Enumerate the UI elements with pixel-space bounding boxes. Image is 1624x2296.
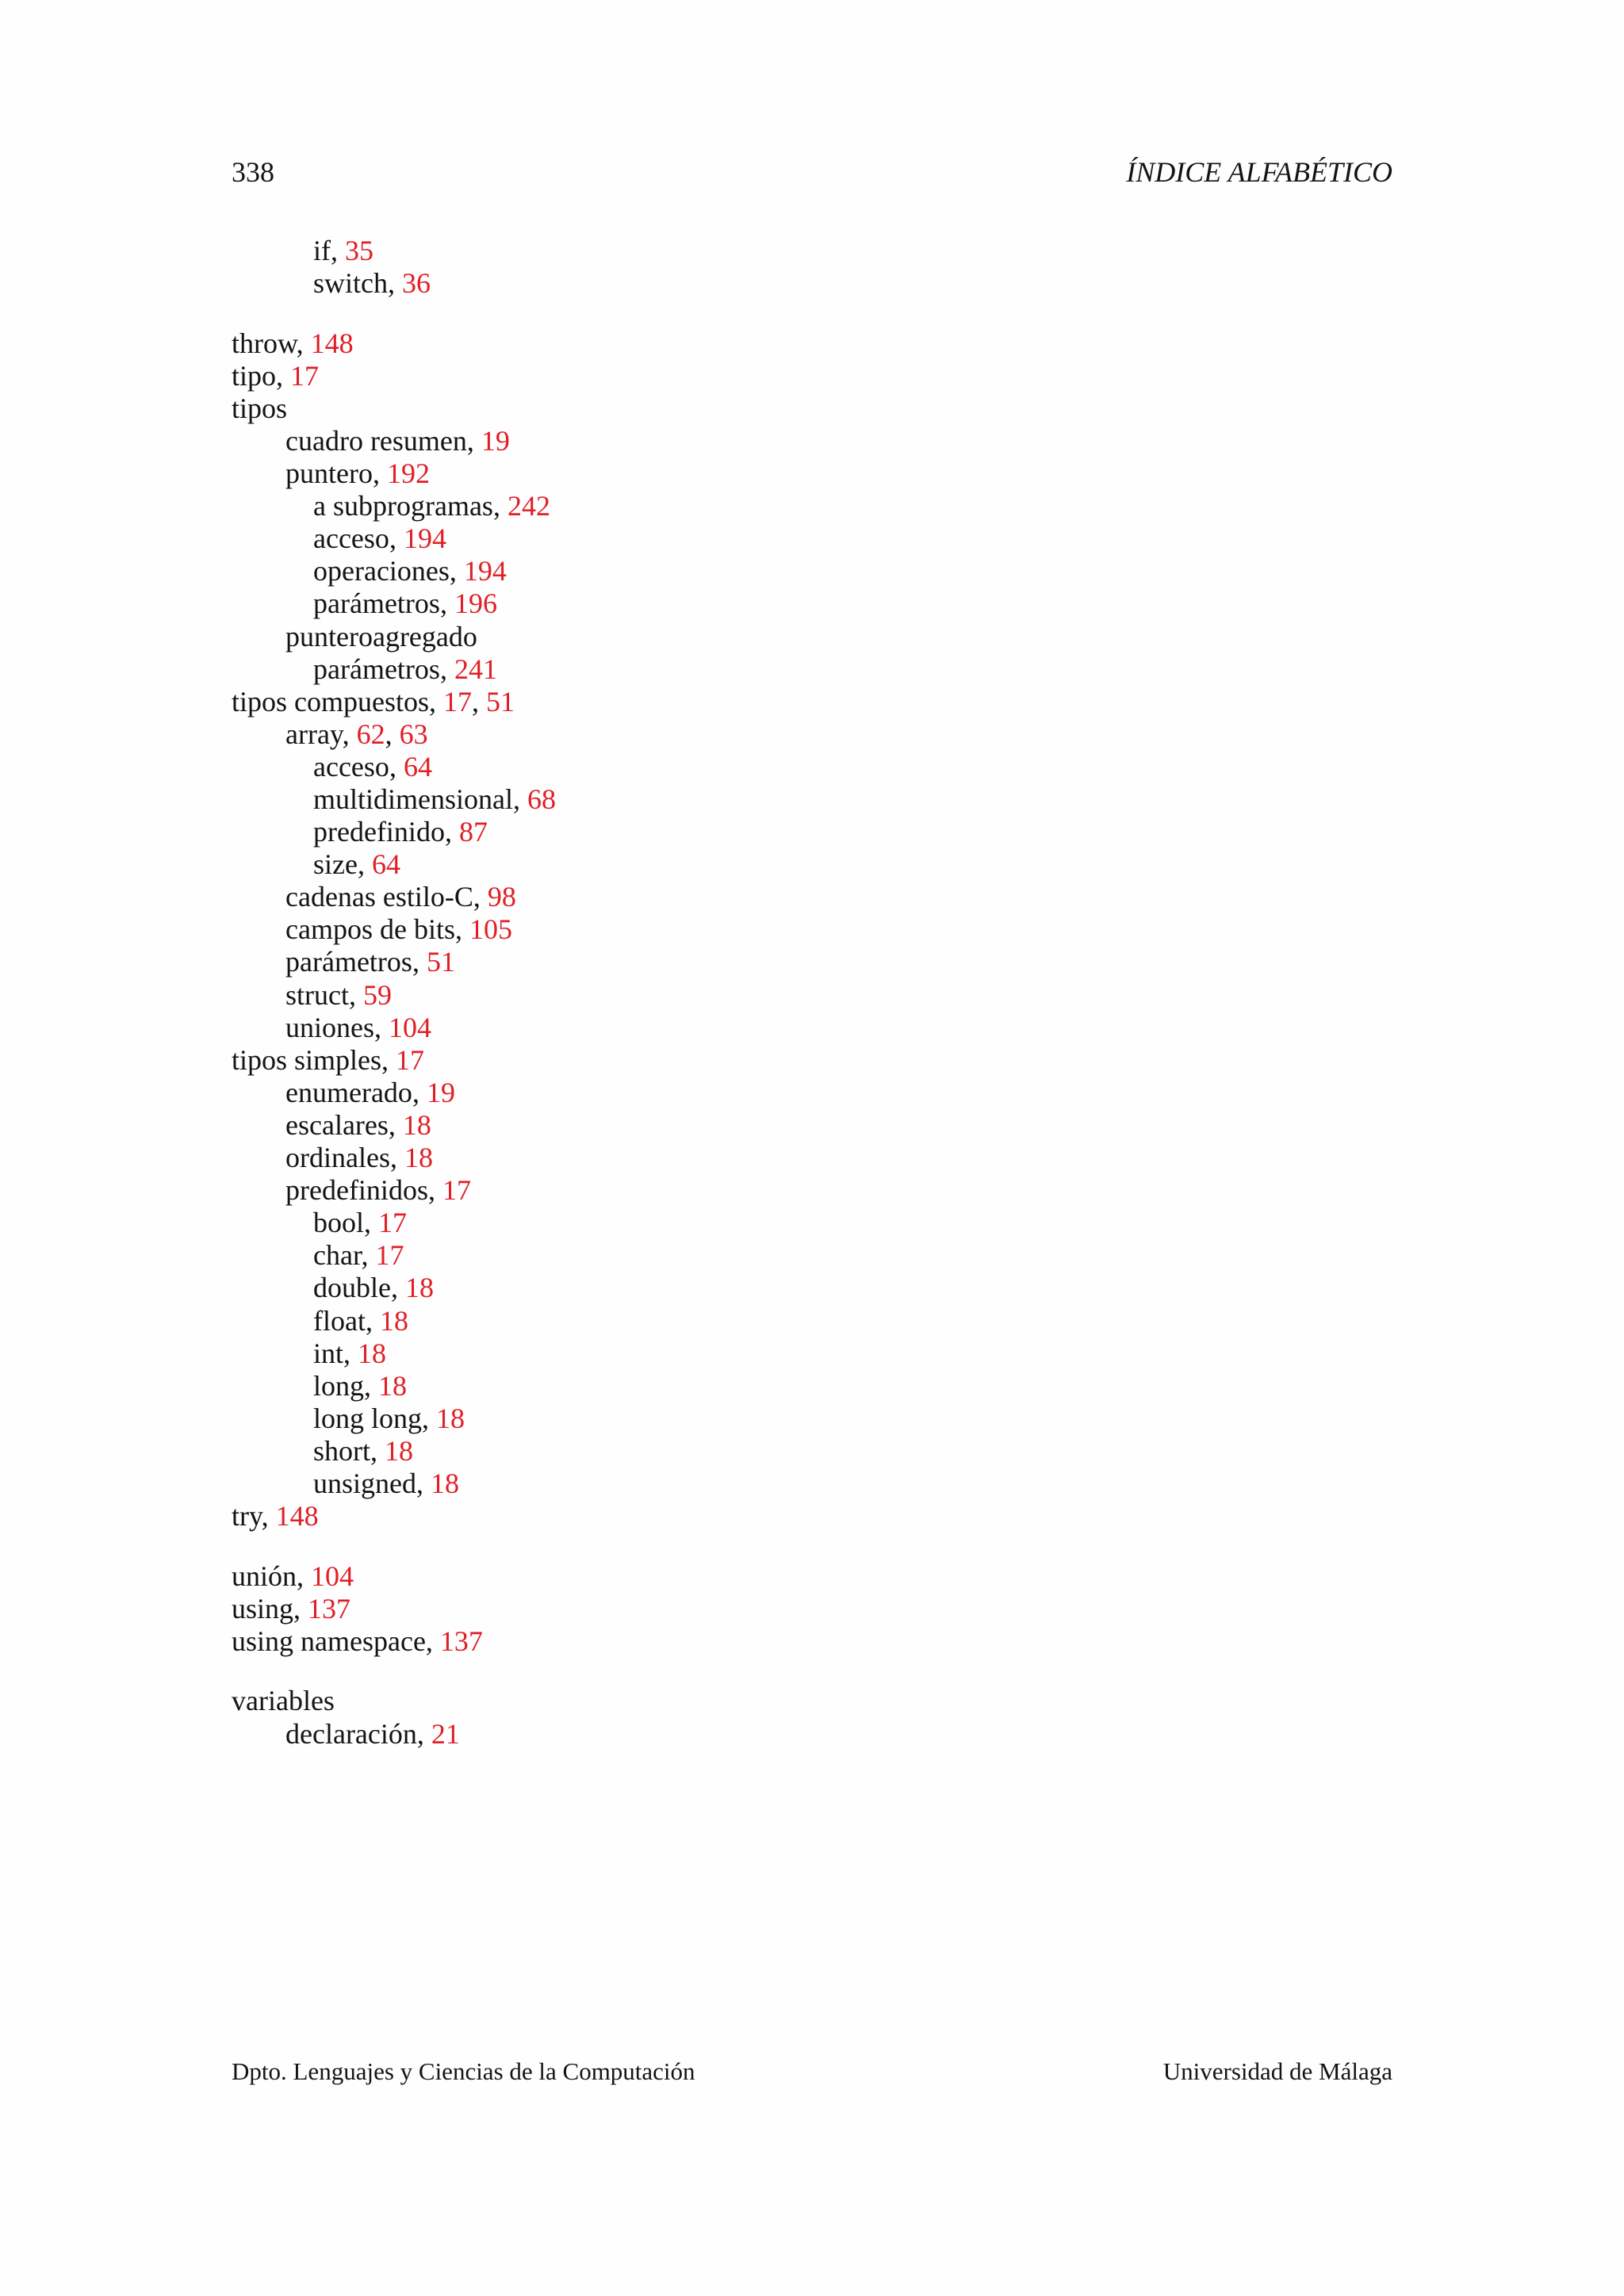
page-reference-link[interactable]: 105 (469, 913, 512, 946)
index-term: enumerado (285, 1076, 412, 1108)
index-term: using (232, 1592, 294, 1624)
index-separator: , (374, 1011, 389, 1043)
index-separator: , (512, 783, 527, 815)
index-group (232, 327, 1392, 1533)
index-term: parámetros (285, 946, 412, 978)
index-separator: , (364, 1207, 379, 1239)
index-term: cadenas estilo-C (285, 881, 473, 913)
index-separator: , (472, 685, 486, 718)
index-entry (232, 686, 1392, 718)
index-separator: , (331, 235, 345, 266)
index-term: cuadro resumen (285, 424, 467, 457)
index-separator: , (365, 1304, 380, 1337)
index-entry (232, 881, 1392, 913)
page-reference-link[interactable]: 18 (385, 1434, 413, 1467)
index-entry (232, 522, 1392, 555)
index-entry (232, 1207, 1392, 1239)
index-entry (232, 1500, 1392, 1533)
index-entry (232, 555, 1392, 587)
index-entry (232, 783, 1392, 816)
index-separator: , (492, 490, 508, 522)
index-entry (232, 1305, 1392, 1337)
index-entry (232, 1370, 1392, 1402)
index-group (232, 1685, 1392, 1750)
index-separator: , (261, 1500, 276, 1533)
index-entry (232, 1685, 1392, 1717)
index-term: predefinidos (285, 1174, 428, 1207)
alphabetical-index (232, 235, 1392, 1751)
page-reference-link[interactable]: 18 (404, 1272, 434, 1304)
page-reference-link[interactable]: 194 (403, 522, 446, 555)
page-reference-link[interactable]: 18 (404, 1142, 433, 1174)
page-reference-link[interactable]: 18 (402, 1108, 431, 1141)
page-reference-link[interactable]: 137 (308, 1592, 351, 1624)
index-separator: , (293, 1592, 308, 1624)
page-reference-link[interactable]: 68 (527, 783, 556, 815)
index-term: parámetros (313, 652, 440, 685)
index-separator: , (429, 685, 443, 718)
page-reference-link[interactable]: 148 (275, 1500, 319, 1533)
page-reference-link[interactable]: 18 (436, 1402, 465, 1434)
index-separator: , (444, 816, 459, 848)
index-term: tipos simples (232, 1043, 382, 1076)
page-reference-link[interactable]: 59 (362, 978, 392, 1011)
page-reference-link[interactable]: 21 (431, 1717, 460, 1750)
index-term: unsigned (313, 1467, 416, 1499)
index-entry (232, 327, 1392, 360)
page-reference-link[interactable]: 104 (389, 1011, 431, 1043)
index-term: short (313, 1434, 370, 1467)
index-entry (232, 1593, 1392, 1625)
index-term: acceso (313, 522, 389, 555)
index-entry (232, 392, 1392, 425)
index-separator: , (416, 1467, 431, 1499)
running-title: ÍNDICE ALFABÉTICO (1126, 156, 1392, 188)
page-reference-link[interactable]: 98 (487, 881, 516, 913)
index-term: array (285, 718, 343, 750)
index-entry (232, 653, 1392, 686)
index-term: parámetros (313, 587, 440, 620)
index-separator: , (348, 978, 363, 1011)
index-separator: , (296, 327, 311, 359)
footer-department: Dpto. Lenguajes y Ciencias de la Computación (232, 2057, 695, 2085)
index-entry (232, 1625, 1392, 1658)
index-entry (232, 946, 1392, 978)
index-entry (232, 1012, 1392, 1044)
index-entry (232, 490, 1392, 522)
index-separator: , (361, 1239, 376, 1272)
index-entry (232, 913, 1392, 946)
page-reference-link[interactable]: 64 (403, 750, 432, 783)
index-term: escalares (285, 1108, 389, 1141)
index-entry (232, 1044, 1392, 1077)
page-reference-link[interactable]: 19 (426, 1076, 455, 1108)
page-reference-link[interactable]: 87 (458, 816, 488, 848)
index-separator: , (466, 424, 481, 457)
index-term: long (313, 1369, 365, 1402)
index-entry (232, 1560, 1392, 1593)
index-group (232, 1560, 1392, 1658)
index-separator: , (357, 848, 372, 881)
index-entry (232, 979, 1392, 1012)
page-reference-link[interactable]: 137 (439, 1624, 483, 1657)
page-reference-link[interactable]: 148 (310, 327, 354, 359)
index-entry (232, 1272, 1392, 1304)
index-term: acceso (313, 750, 389, 783)
index-term: unión (232, 1559, 297, 1592)
index-entry (232, 1239, 1392, 1272)
index-term: declaración (285, 1717, 417, 1750)
index-entry (232, 718, 1392, 751)
index-separator: , (388, 267, 402, 300)
page-reference-link[interactable]: 17 (375, 1239, 404, 1272)
index-entry (232, 1109, 1392, 1142)
index-separator: , (416, 1717, 431, 1750)
index-term: predefinido (313, 816, 445, 848)
page-reference-link[interactable]: 51 (426, 946, 455, 978)
index-group (232, 235, 1392, 300)
index-entry (232, 751, 1392, 783)
index-term: try (232, 1500, 262, 1533)
index-term: puntero (285, 457, 373, 490)
index-term: multidimensional (313, 783, 513, 815)
index-term: double (313, 1272, 391, 1304)
page-reference-link[interactable]: 17 (378, 1207, 408, 1239)
page-reference-link[interactable]: 19 (481, 424, 510, 457)
index-term: tipos (232, 392, 288, 424)
index-entry (232, 457, 1392, 490)
index-separator: , (425, 1624, 440, 1657)
index-entry (232, 1402, 1392, 1435)
page-reference-link[interactable]: 62 (356, 718, 385, 750)
page-reference-link[interactable]: 194 (463, 555, 507, 587)
index-term: switch (313, 267, 388, 300)
index-separator: , (439, 652, 454, 685)
index-separator: , (389, 1142, 404, 1174)
page-reference-link[interactable]: 18 (379, 1304, 408, 1337)
page-reference-link[interactable]: 241 (454, 652, 497, 685)
index-term: a subprogramas (313, 490, 493, 522)
page-number: 338 (232, 156, 274, 188)
index-term: float (313, 1304, 366, 1337)
page-reference-link[interactable]: 242 (507, 490, 550, 522)
index-entry (232, 235, 1392, 267)
index-term: variables (232, 1685, 335, 1717)
index-separator: , (385, 718, 400, 750)
index-term: ordinales (285, 1142, 390, 1174)
index-term: size (313, 848, 358, 881)
page-reference-link[interactable]: 192 (386, 457, 430, 490)
page-reference-link[interactable]: 17 (443, 685, 472, 718)
index-term: uniones (285, 1011, 374, 1043)
index-entry (232, 1077, 1392, 1109)
page-reference-link[interactable]: 17 (442, 1174, 471, 1207)
page-reference-link[interactable]: 196 (454, 587, 497, 620)
index-separator: , (427, 1174, 442, 1207)
index-entry (232, 587, 1392, 620)
index-separator: , (439, 587, 454, 620)
index-separator: , (343, 1337, 358, 1369)
index-separator: , (449, 555, 464, 587)
index-entry (232, 1468, 1392, 1500)
page-reference-link[interactable]: 18 (378, 1369, 408, 1402)
index-separator: , (342, 718, 357, 750)
index-separator: , (276, 359, 291, 392)
page-reference-link[interactable]: 17 (396, 1043, 425, 1076)
index-entry (232, 1337, 1392, 1370)
page-reference-link[interactable]: 36 (402, 267, 431, 300)
index-separator: , (389, 750, 404, 783)
running-footer (232, 2057, 1392, 2086)
page-reference-link[interactable]: 17 (290, 359, 320, 392)
index-separator: , (390, 1272, 405, 1304)
index-separator: , (370, 1434, 385, 1467)
index-separator: , (389, 522, 404, 555)
running-header (232, 156, 1392, 189)
index-term: char (313, 1239, 362, 1272)
index-separator: , (412, 946, 427, 978)
index-entry (232, 848, 1392, 881)
index-separator: , (297, 1559, 312, 1592)
index-entry (232, 816, 1392, 848)
index-separator: , (454, 913, 469, 946)
index-separator: , (364, 1369, 379, 1402)
index-term: int (313, 1337, 344, 1369)
index-term: if (313, 235, 331, 266)
page-reference-link[interactable]: 104 (311, 1559, 354, 1592)
footer-university: Universidad de Málaga (1162, 2057, 1392, 2085)
index-entry (232, 621, 1392, 653)
index-entry (232, 360, 1392, 392)
index-term: throw (232, 327, 297, 359)
index-term: operaciones (313, 555, 450, 587)
index-separator: , (412, 1076, 427, 1108)
index-separator: , (473, 881, 488, 913)
index-term: long long (313, 1402, 423, 1434)
index-term: tipo (232, 359, 277, 392)
page-reference-link[interactable]: 18 (358, 1337, 387, 1369)
index-separator: , (372, 457, 387, 490)
index-term: using namespace (232, 1624, 426, 1657)
page-reference-link[interactable]: 63 (399, 718, 428, 750)
index-term: tipos compuestos (232, 685, 429, 718)
index-entry (232, 425, 1392, 457)
index-separator: , (388, 1108, 403, 1141)
index-separator: , (381, 1043, 396, 1076)
index-term: struct (285, 978, 349, 1011)
page-reference-link[interactable]: 51 (486, 685, 515, 718)
index-entry (232, 1174, 1392, 1207)
index-term: campos de bits (285, 913, 455, 946)
page-reference-link[interactable]: 35 (345, 235, 373, 266)
index-entry (232, 267, 1392, 300)
index-separator: , (422, 1402, 437, 1434)
index-entry (232, 1718, 1392, 1751)
index-term: bool (313, 1207, 365, 1239)
index-term: punteroagregado (285, 620, 477, 652)
index-entry (232, 1142, 1392, 1174)
page-reference-link[interactable]: 64 (371, 848, 400, 881)
index-entry (232, 1435, 1392, 1468)
page-reference-link[interactable]: 18 (431, 1467, 459, 1499)
